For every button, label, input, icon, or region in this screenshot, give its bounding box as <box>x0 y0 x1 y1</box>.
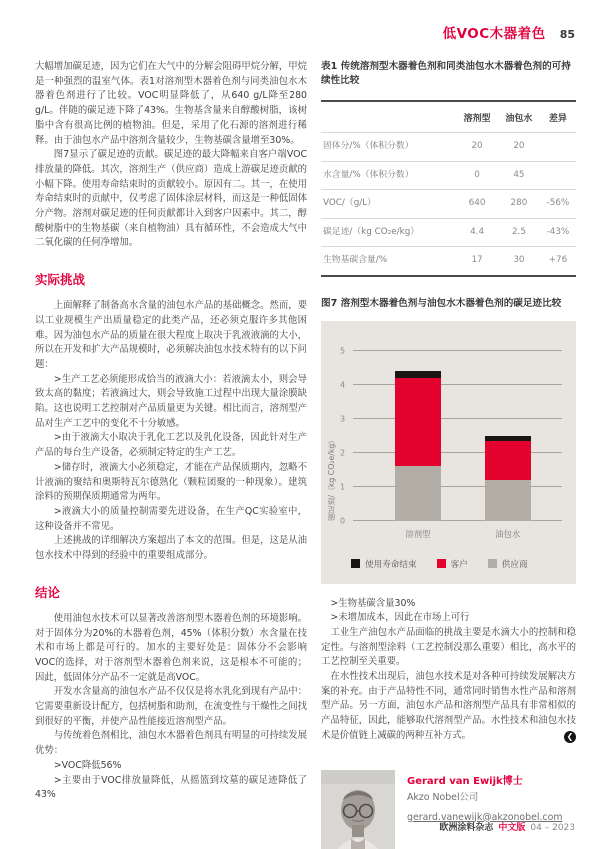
chart-tick-label: 4 <box>340 380 346 389</box>
table-cell: 45 <box>498 161 540 190</box>
paragraph: 使用油包水技术可以显著改善溶剂型木器着色剂的环境影响。对于固体分为20%的木器着色剂，45%（体积分数）水含量在技术和市场上都是可行的。加水的主要好处是：固体分不会影响VOC的选择，对于溶剂型木器着色剂来说，这是根本不可能的；因此，低固体分产品不一定就是高VOC。 <box>35 612 307 683</box>
chart-bar-segment <box>485 441 531 480</box>
legend-label: 客户 <box>450 559 468 570</box>
bullet-item: >未增加成本，因此在市场上可行 <box>330 612 470 624</box>
page-header <box>443 22 575 42</box>
table-cell <box>540 161 576 190</box>
paragraph: 开发水含量高的油包水产品不仅仅是将水乳化到现有产品中：它需要重新设计配方，包括树脂和助剂，在流变性与干燥性之间找到很好的平衡，并使产品性能接近溶剂型产品。 <box>35 686 307 727</box>
table-cell: 碳足迹/（kg CO₂e/kg） <box>321 218 456 247</box>
left-column <box>35 60 307 849</box>
bullet-list-challenges <box>35 373 307 535</box>
table-header-cell: 差异 <box>548 114 567 124</box>
table-cell: +76 <box>540 247 576 276</box>
table-row <box>321 161 576 190</box>
chart-category-labels <box>353 528 562 544</box>
sustainability-table <box>321 100 576 277</box>
last-paragraph-wrap <box>321 670 576 744</box>
chart-bar-water-in-oil <box>485 436 531 521</box>
chart-plot-wrap <box>339 346 562 544</box>
chart-legend <box>351 558 562 570</box>
bullet-item: >生物基碳含量30% <box>330 597 416 609</box>
table-row <box>321 190 576 219</box>
legend-swatch <box>437 559 446 568</box>
paragraph: 图7显示了碳足迹的贡献。碳足迹的最大降幅来自客户端VOC排放量的降低。其次，溶剂生产（供应商）造成上游碳足迹贡献的小幅下降。使用寿命结束时的贡献较小。原因有二。其一，在使用寿命结束时的贡献中，仅考虑了固体涂层材料，而这是一种低固体分产物。溶剂对碳足迹的任何贡献都计入到客户因素中。其二，醇酸树脂中的生物基碳（来自植物油）具有循环性，不会造成大气中二氧化碳的任何净增加。 <box>35 149 307 249</box>
paragraph: 在水性技术出现后，油包水技术是对各种可持续发展解决方案的补充。由于产品特性不同，通常同时销售水性产品和溶剂型产品。另一方面，油包水产品和溶剂型产品具有非常相似的产品特征，因此，能够取代溶剂型产品。水性技术和油包水技术是价值链上减碳的两种互补方式。 <box>321 671 576 741</box>
chart-bar-segment <box>395 466 441 520</box>
table-header-cell <box>321 101 456 133</box>
legend-item <box>351 558 417 570</box>
author-email-link[interactable]: gerard.vanewijk@akzonobel.com <box>407 811 563 823</box>
bullet-item: >储存时，液滴大小必须稳定，才能在产品保质期内，忽略不计液滴的聚结和奥斯特瓦尔德熟化（颗粒团聚的一种现象）。建筑涂料的预期保质期通常为两年。 <box>35 461 307 503</box>
article-title: 低VOC木器着色 <box>442 26 546 42</box>
table-row <box>321 218 576 247</box>
table-cell: 2.5 <box>498 218 540 247</box>
carbon-footprint-chart <box>321 321 576 584</box>
table-header-row <box>321 101 576 133</box>
section-heading-conclusion: 结论 <box>35 584 61 600</box>
chart-tick-label: 0 <box>340 516 346 525</box>
author-name: Gerard van Ewijk博士 <box>407 775 523 787</box>
journal-name: 欧洲涂料杂志 <box>439 823 494 833</box>
table-row <box>321 133 576 162</box>
chart-bar-segment <box>395 371 441 378</box>
journal-issue: 04 – 2023 <box>530 823 575 833</box>
bullet-list-advantages <box>35 759 307 803</box>
chart-category-label: 油包水 <box>495 528 521 539</box>
page-footer <box>439 820 575 833</box>
table-cell: 0 <box>456 161 498 190</box>
chart-gridline <box>340 346 562 355</box>
content-columns <box>35 60 576 849</box>
table-cell: 640 <box>456 190 498 219</box>
chart-plot-area <box>340 346 562 525</box>
chart-bar-segment <box>485 480 531 521</box>
table-head <box>321 101 576 133</box>
chart-tick-label: 2 <box>340 448 346 457</box>
chart-gridline <box>340 380 562 389</box>
paragraph: 与传统着色剂相比，油包水木器着色剂具有明显的可持续发展优势： <box>35 730 307 757</box>
table-cell: 水含量/%（体积分数） <box>321 161 456 190</box>
table-row <box>321 247 576 276</box>
legend-item <box>488 558 528 570</box>
table-cell: 280 <box>498 190 540 219</box>
table-cell: 30 <box>498 247 540 276</box>
author-company: Akzo Nobel公司 <box>407 791 479 803</box>
author-photo <box>321 770 395 849</box>
table-header-cell: 溶剂型 <box>463 114 491 124</box>
legend-item <box>437 558 468 570</box>
legend-label: 供应商 <box>501 559 528 570</box>
table-cell <box>540 133 576 162</box>
chart-bar-segment <box>395 378 441 466</box>
legend-label: 使用寿命结束 <box>365 559 417 570</box>
bullet-item: >主要由于VOC排放量降低，从摇篮到坟墓的碳足迹降低了43% <box>35 774 307 801</box>
table-cell: 20 <box>456 133 498 162</box>
end-of-article-icon: ❮ <box>564 731 576 743</box>
bullet-item: >由于液滴大小取决于乳化工艺以及乳化设备，因此针对生产产品的每台生产设备，必须制定特定的生产工艺。 <box>35 432 307 459</box>
table-body <box>321 133 576 276</box>
author-info <box>407 770 562 849</box>
table-cell: 17 <box>456 247 498 276</box>
table-cell: 20 <box>498 133 540 162</box>
bullet-list-results <box>321 597 576 626</box>
section-heading-challenges: 实际挑战 <box>35 272 86 288</box>
table-cell: VOC/（g/L） <box>321 190 456 219</box>
author-block <box>321 770 576 849</box>
legend-swatch <box>488 559 497 568</box>
table-caption: 表1 传统溶剂型木器着色剂和同类油包水木器着色剂的可持续性比较 <box>321 61 571 86</box>
paragraph: 大幅增加碳足迹，因为它们在大气中的分解会阻碍甲烷分解，甲烷是一种强烈的温室气体。表1对溶剂型木器着色剂与同类油包水木器着色剂进行了比较。VOC明显降低了，从640 g/L降至280 g/L。伴随的碳足迹下降了43%。生物基含量来自醇酸树脂，该树脂中含有很高比例的植物油。但是，采用了化石源的溶剂进行稀释。由于油包水产品中溶剂含量较少，生物基碳含量增至30%。 <box>35 61 307 146</box>
figure-caption: 图7 溶剂型木器着色剂与油包水木器着色剂的碳足迹比较 <box>321 297 562 309</box>
page-number: 85 <box>559 28 575 41</box>
table-cell: -56% <box>540 190 576 219</box>
chart-y-axis-label: 碳足迹/（kg CO₂e/kg） <box>327 435 336 521</box>
chart-tick-label: 5 <box>340 346 346 355</box>
bullet-item: >液滴大小的质量控制需要先进设备，在生产QC实验室中，这种设备并不常见。 <box>35 505 307 532</box>
table-header-cell: 油包水 <box>505 114 533 124</box>
table-cell: 固体分/%（体积分数） <box>321 133 456 162</box>
chart-tick-label: 3 <box>340 414 346 423</box>
table-cell: 4.4 <box>456 218 498 247</box>
right-column <box>321 60 576 849</box>
chart-inner <box>327 346 562 544</box>
bullet-item: >VOC降低56% <box>53 759 122 771</box>
table-cell: -43% <box>540 218 576 247</box>
chart-category-label: 溶剂型 <box>405 528 431 539</box>
chart-bar-solvent <box>395 371 441 521</box>
chart-tick-label: 1 <box>340 482 346 491</box>
journal-edition: 中文版 <box>498 823 526 833</box>
paragraph: 工业生产油包水产品面临的挑战主要是水滴大小的控制和稳定性。与溶剂型涂料（工艺控制没那么重要）相比，高水平的工艺控制至关重要。 <box>321 626 576 668</box>
bullet-item: >生产工艺必须能形成恰当的液滴大小：若液滴太小，则会导致太高的黏度；若液滴过大，则会导致施工过程中出现大量涂膜缺陷。这也说明工艺控制对产品质量更为关键。相比而言，溶剂型产品对生产工艺中的变化不十分敏感。 <box>35 373 307 429</box>
chart-gridline <box>340 414 562 423</box>
paragraph: 上述挑战的详细解决方案超出了本文的范围。但是，这是从油包水技术中得到的经验中的重要组成部分。 <box>35 535 307 562</box>
paragraph: 上面解释了制备高水含量的油包水产品的基础概念。然而，要以工业规模生产出质量稳定的此类产品，还必须克服许多其他困难。因为油包水产品的质量在很大程度上取决于乳液液滴的大小，所以在开发和扩大产品规模时，必须解决油包水技术特有的以下问题： <box>35 300 307 370</box>
legend-swatch <box>351 559 360 568</box>
table-cell: 生物基碳含量/% <box>321 247 456 276</box>
